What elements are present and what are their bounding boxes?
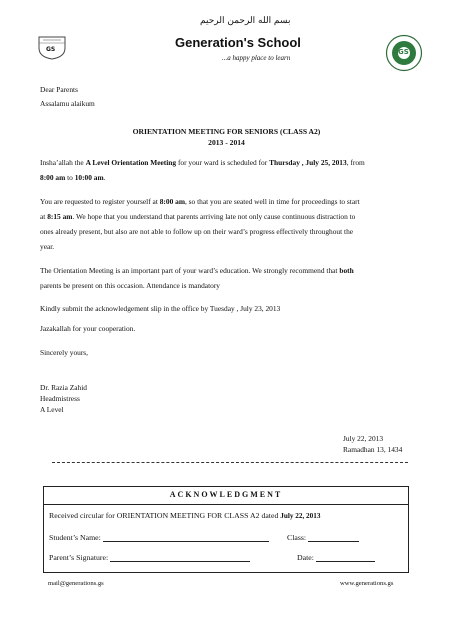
ack-date-label: Date: (297, 553, 314, 562)
letter-date-hijri: Ramadhan 13, 1434 (343, 445, 403, 454)
left-logo-initials: GS (46, 46, 56, 53)
signatory-name: Dr. Razia Zahid (40, 383, 87, 392)
para2-line2: at 8:15 am. We hope that you understand that parents arriving late not only cause continuous distraction to (40, 212, 356, 221)
student-name-field[interactable] (103, 532, 269, 542)
left-school-logo (37, 34, 67, 60)
school-tagline: ...a happy place to learn (222, 54, 291, 62)
thanks-note: Jazakallah for your cooperation. (40, 324, 136, 333)
greeting-line: Dear Parents (40, 85, 78, 94)
para2-line3: ones already present, but also are not able to follow up on their ward’s progress effectively throughout the (40, 227, 354, 236)
ack-parent-row (49, 552, 250, 562)
ack-title: ACKNOWLEDGMENT (169, 490, 283, 499)
signatory-title: Headmistress (40, 394, 80, 403)
cut-line (52, 462, 408, 463)
footer-email[interactable]: mail@generations.gs (48, 580, 104, 587)
ack-date-row (297, 552, 375, 562)
right-school-seal (385, 34, 423, 72)
letter-date: July 22, 2013 (343, 434, 384, 443)
student-name-label: Student’s Name: (49, 533, 101, 542)
parent-signature-field[interactable] (110, 552, 250, 562)
class-field[interactable] (308, 532, 359, 542)
closing: Sincerely yours, (40, 348, 89, 357)
para1-line2: 8:00 am to 10:00 am. (40, 173, 106, 182)
footer-website[interactable]: www.generations.gs (340, 580, 394, 587)
para1-line1: Insha’allah the A Level Orientation Meeting for your ward is scheduled for Thursday , July 25, 2013, from (40, 158, 365, 167)
ack-received-line: Received circular for ORIENTATION MEETING FOR CLASS A2 dated July 22, 2013 (49, 511, 321, 520)
para2-line1: You are requested to register yourself at 8:00 am, so that you are seated well in time for proceedings to start (40, 197, 360, 206)
parent-signature-label: Parent’s Signature: (49, 553, 109, 562)
acknowledgment-slip (43, 486, 409, 573)
greeting-salam: Assalamu alaikum (40, 99, 95, 108)
document-year: 2013 - 2014 (208, 138, 245, 147)
signatory-section: A Level (40, 405, 64, 414)
submission-note: Kindly submit the acknowledgement slip in the office by Tuesday , July 23, 2013 (40, 304, 281, 313)
right-logo-initials: GS (398, 48, 409, 56)
ack-title-divider (44, 504, 408, 505)
para3-line2: parents be present on this occasion. Attendance is mandatory (40, 281, 220, 290)
document-title: ORIENTATION MEETING FOR SENIORS (CLASS A2) (132, 127, 321, 136)
ack-date-field[interactable] (316, 552, 375, 562)
class-label: Class: (287, 533, 307, 542)
para2-line4: year. (40, 242, 55, 251)
school-name: Generation's School (175, 35, 301, 50)
ack-class-row (287, 532, 359, 542)
para3-line1: The Orientation Meeting is an important part of your ward’s education. We strongly recommend that both (40, 266, 354, 275)
arabic-bismillah: بسم الله الرحمن الرحيم (200, 16, 291, 26)
ack-student-row (49, 532, 269, 542)
